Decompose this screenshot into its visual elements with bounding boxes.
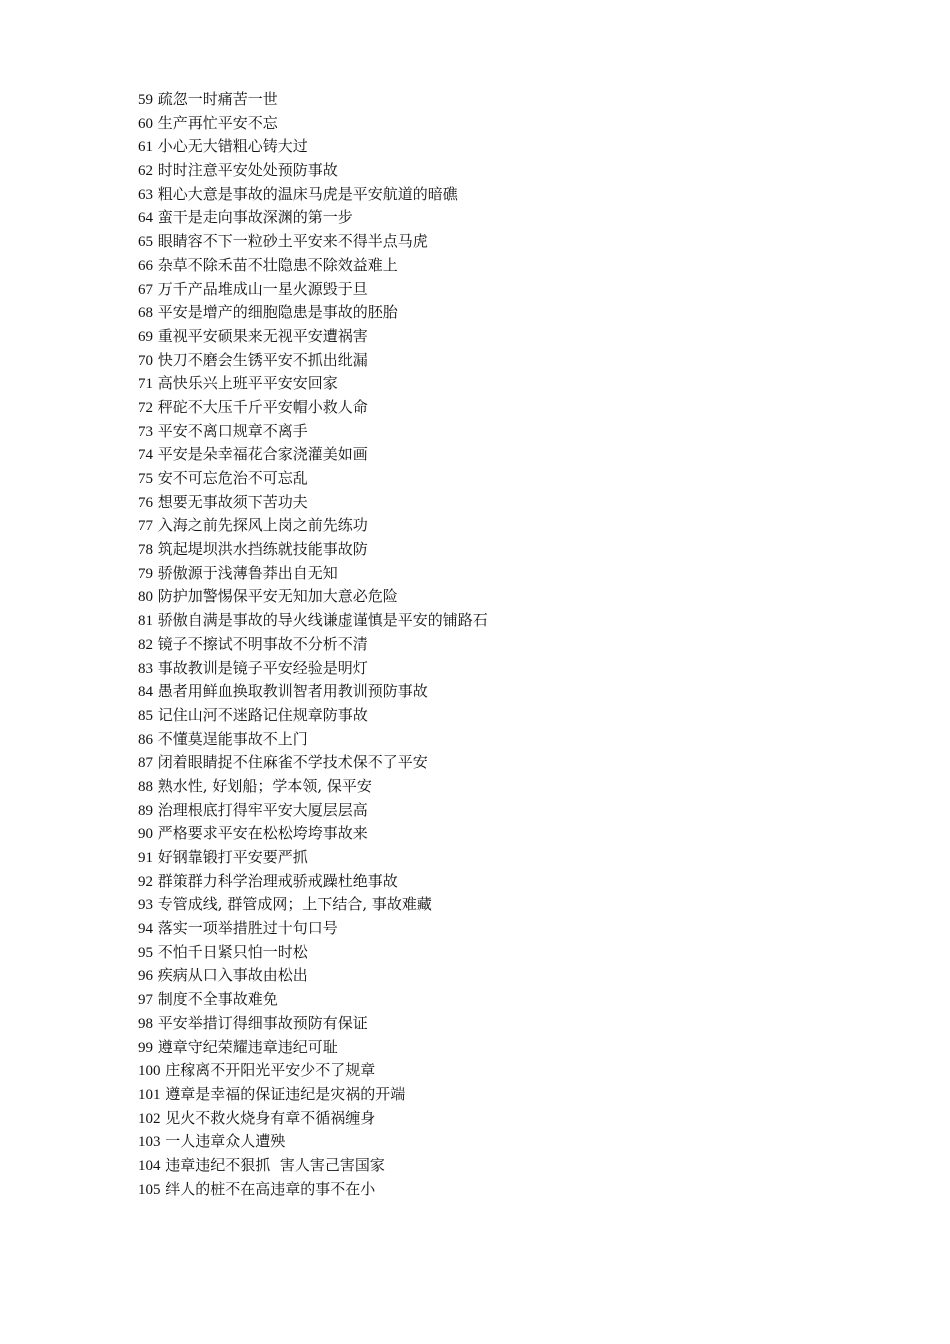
slogan-number: 61 <box>138 139 153 156</box>
slogan-line <box>138 112 488 136</box>
slogan-text: 高快乐兴上班平平安安回家 <box>157 374 338 393</box>
slogan-text: 杂草不除禾苗不壮隐患不除效益难上 <box>157 255 398 274</box>
slogan-text: 见火不救火烧身有章不循祸缠身 <box>165 1108 376 1127</box>
slogan-number: 79 <box>138 565 153 582</box>
slogan-line <box>138 278 488 302</box>
slogan-line <box>138 135 488 159</box>
slogan-text: 遵章守纪荣耀违章违纪可耻 <box>157 1037 338 1056</box>
slogan-line <box>138 88 488 112</box>
slogan-number: 64 <box>138 210 153 227</box>
slogan-number: 101 <box>138 1086 161 1103</box>
slogan-number: 60 <box>138 115 153 132</box>
slogan-number: 89 <box>138 802 153 819</box>
slogan-text: 违章违纪不狠抓 害人害己害国家 <box>165 1155 385 1174</box>
slogan-text: 愚者用鲜血换取教训智者用教训预防事故 <box>157 682 428 701</box>
slogan-number: 59 <box>138 92 153 108</box>
slogan-text: 不懂莫逞能事故不上门 <box>157 729 308 748</box>
slogan-line <box>138 728 488 752</box>
slogan-text: 骄傲自满是事故的导火线谦虚谨慎是平安的铺路石 <box>157 611 488 630</box>
slogan-text: 眼睛容不下一粒砂土平安来不得半点马虎 <box>157 232 428 251</box>
slogan-line <box>138 657 488 681</box>
slogan-line <box>138 1154 488 1178</box>
slogan-number: 68 <box>138 305 153 322</box>
slogan-line <box>138 491 488 515</box>
slogan-line <box>138 301 488 325</box>
slogan-number: 102 <box>138 1110 161 1127</box>
slogan-text: 平安是增产的细胞隐患是事故的胚胎 <box>157 303 398 322</box>
slogan-text: 熟水性, 好划船；学本领, 保平安 <box>157 776 372 795</box>
slogan-text: 平安不离口规章不离手 <box>157 421 308 440</box>
slogan-text: 平安举措订得细事故预防有保证 <box>157 1013 368 1032</box>
slogan-text: 快刀不磨会生锈平安不抓出纰漏 <box>157 350 368 369</box>
slogan-line <box>138 467 488 491</box>
slogan-text: 庄稼离不开阳光平安少不了规章 <box>165 1061 376 1080</box>
slogan-text: 严格要求平安在松松垮垮事故来 <box>157 824 368 843</box>
slogan-number: 73 <box>138 423 153 440</box>
slogan-line <box>138 680 488 704</box>
slogan-line <box>138 420 488 444</box>
slogan-number: 70 <box>138 352 153 369</box>
slogan-line <box>138 1130 488 1154</box>
slogan-text: 秤砣不大压千斤平安帽小救人命 <box>157 397 368 416</box>
slogan-number: 93 <box>138 897 153 914</box>
slogan-text: 群策群力科学治理戒骄戒躁杜绝事故 <box>157 871 398 890</box>
slogan-number: 88 <box>138 778 153 795</box>
slogan-line <box>138 349 488 373</box>
slogan-line <box>138 325 488 349</box>
slogan-text: 小心无大错粗心铸大过 <box>157 137 308 156</box>
slogan-text: 镜子不擦试不明事故不分析不清 <box>157 634 368 653</box>
slogan-text: 时时注意平安处处预防事故 <box>157 161 338 180</box>
slogan-line <box>138 372 488 396</box>
slogan-text: 疏忽一时痛苦一世 <box>157 90 278 108</box>
slogan-line <box>138 893 488 917</box>
slogan-number: 91 <box>138 850 153 866</box>
slogan-number: 65 <box>138 234 153 251</box>
slogan-line <box>138 822 488 846</box>
slogan-number: 66 <box>138 257 153 274</box>
slogan-line <box>138 396 488 420</box>
slogan-number: 82 <box>138 636 153 653</box>
slogan-line <box>138 846 488 870</box>
slogan-text: 筑起堤坝洪水挡练就技能事故防 <box>157 540 368 559</box>
slogan-text: 制度不全事故难免 <box>157 990 278 1009</box>
slogan-line <box>138 775 488 799</box>
slogan-text: 粗心大意是事故的温床马虎是平安航道的暗礁 <box>157 184 458 203</box>
slogan-text: 绊人的桩不在高违章的事不在小 <box>165 1179 376 1198</box>
slogan-number: 99 <box>138 1039 153 1056</box>
slogan-number: 75 <box>138 471 153 487</box>
slogan-text: 防护加警惕保平安无知加大意必危险 <box>157 587 398 606</box>
slogan-line <box>138 1036 488 1060</box>
slogan-line <box>138 988 488 1012</box>
slogan-line <box>138 1107 488 1131</box>
slogan-number: 100 <box>138 1063 161 1080</box>
slogan-number: 77 <box>138 518 153 535</box>
slogan-line <box>138 1059 488 1083</box>
slogan-number: 78 <box>138 542 153 559</box>
slogan-text: 不怕千日紧只怕一时松 <box>157 942 308 961</box>
slogan-line <box>138 254 488 278</box>
slogan-text: 记住山河不迷路记住规章防事故 <box>157 705 368 724</box>
slogan-list <box>138 88 488 1201</box>
slogan-line <box>138 609 488 633</box>
slogan-number: 85 <box>138 707 153 724</box>
slogan-line <box>138 941 488 965</box>
slogan-text: 事故教训是镜子平安经验是明灯 <box>157 658 368 677</box>
slogan-line <box>138 1012 488 1036</box>
slogan-text: 平安是朵幸福花合家浇灌美如画 <box>157 445 368 464</box>
slogan-number: 74 <box>138 447 153 464</box>
slogan-line <box>138 964 488 988</box>
slogan-number: 96 <box>138 968 153 985</box>
slogan-text: 专管成线, 群管成网；上下结合, 事故难藏 <box>157 895 432 914</box>
slogan-number: 63 <box>138 186 153 203</box>
slogan-number: 67 <box>138 281 153 298</box>
slogan-number: 87 <box>138 755 153 772</box>
slogan-number: 62 <box>138 163 153 180</box>
slogan-line <box>138 538 488 562</box>
slogan-text: 一人违章众人遭殃 <box>165 1132 286 1151</box>
slogan-number: 104 <box>138 1157 161 1174</box>
slogan-text: 遵章是幸福的保证违纪是灾祸的开端 <box>165 1084 406 1103</box>
slogan-number: 83 <box>138 660 153 677</box>
slogan-number: 98 <box>138 1015 153 1032</box>
slogan-number: 94 <box>138 921 153 938</box>
slogan-number: 80 <box>138 589 153 606</box>
slogan-line <box>138 514 488 538</box>
slogan-number: 84 <box>138 684 153 701</box>
slogan-number: 103 <box>138 1134 161 1151</box>
slogan-text: 安不可忘危治不可忘乱 <box>157 469 308 487</box>
slogan-number: 90 <box>138 826 153 843</box>
slogan-text: 想要无事故须下苦功夫 <box>157 492 308 511</box>
slogan-line <box>138 562 488 586</box>
slogan-line <box>138 183 488 207</box>
slogan-number: 81 <box>138 613 153 630</box>
slogan-text: 骄傲源于浅薄鲁莽出自无知 <box>157 563 338 582</box>
slogan-line <box>138 704 488 728</box>
slogan-line <box>138 1178 488 1202</box>
slogan-text: 重视平安硕果来无视平安遭祸害 <box>157 326 368 345</box>
slogan-text: 治理根底打得牢平安大厦层层高 <box>157 800 368 819</box>
slogan-number: 105 <box>138 1181 161 1198</box>
slogan-line <box>138 443 488 467</box>
slogan-number: 95 <box>138 944 153 961</box>
slogan-number: 92 <box>138 873 153 890</box>
slogan-text: 入海之前先探风上岗之前先练功 <box>157 516 368 535</box>
slogan-number: 76 <box>138 494 153 511</box>
slogan-number: 72 <box>138 399 153 416</box>
slogan-line <box>138 1083 488 1107</box>
slogan-line <box>138 633 488 657</box>
slogan-line <box>138 230 488 254</box>
slogan-text: 好钢靠锻打平安要严抓 <box>157 848 308 866</box>
slogan-text: 闭着眼睛捉不住麻雀不学技术保不了平安 <box>157 753 428 772</box>
slogan-text: 万千产品堆成山一星火源毁于旦 <box>157 279 368 298</box>
slogan-text: 疾病从口入事故由松出 <box>157 966 308 985</box>
slogan-number: 97 <box>138 992 153 1009</box>
slogan-line <box>138 159 488 183</box>
slogan-number: 69 <box>138 328 153 345</box>
slogan-text: 蛮干是走向事故深渊的第一步 <box>157 208 353 227</box>
slogan-line <box>138 206 488 230</box>
slogan-line <box>138 585 488 609</box>
slogan-line <box>138 751 488 775</box>
slogan-line <box>138 799 488 823</box>
slogan-number: 71 <box>138 376 153 393</box>
slogan-line <box>138 870 488 894</box>
slogan-text: 生产再忙平安不忘 <box>157 113 278 132</box>
slogan-text: 落实一项举措胜过十句口号 <box>157 919 338 938</box>
slogan-number: 86 <box>138 731 153 748</box>
slogan-line <box>138 917 488 941</box>
